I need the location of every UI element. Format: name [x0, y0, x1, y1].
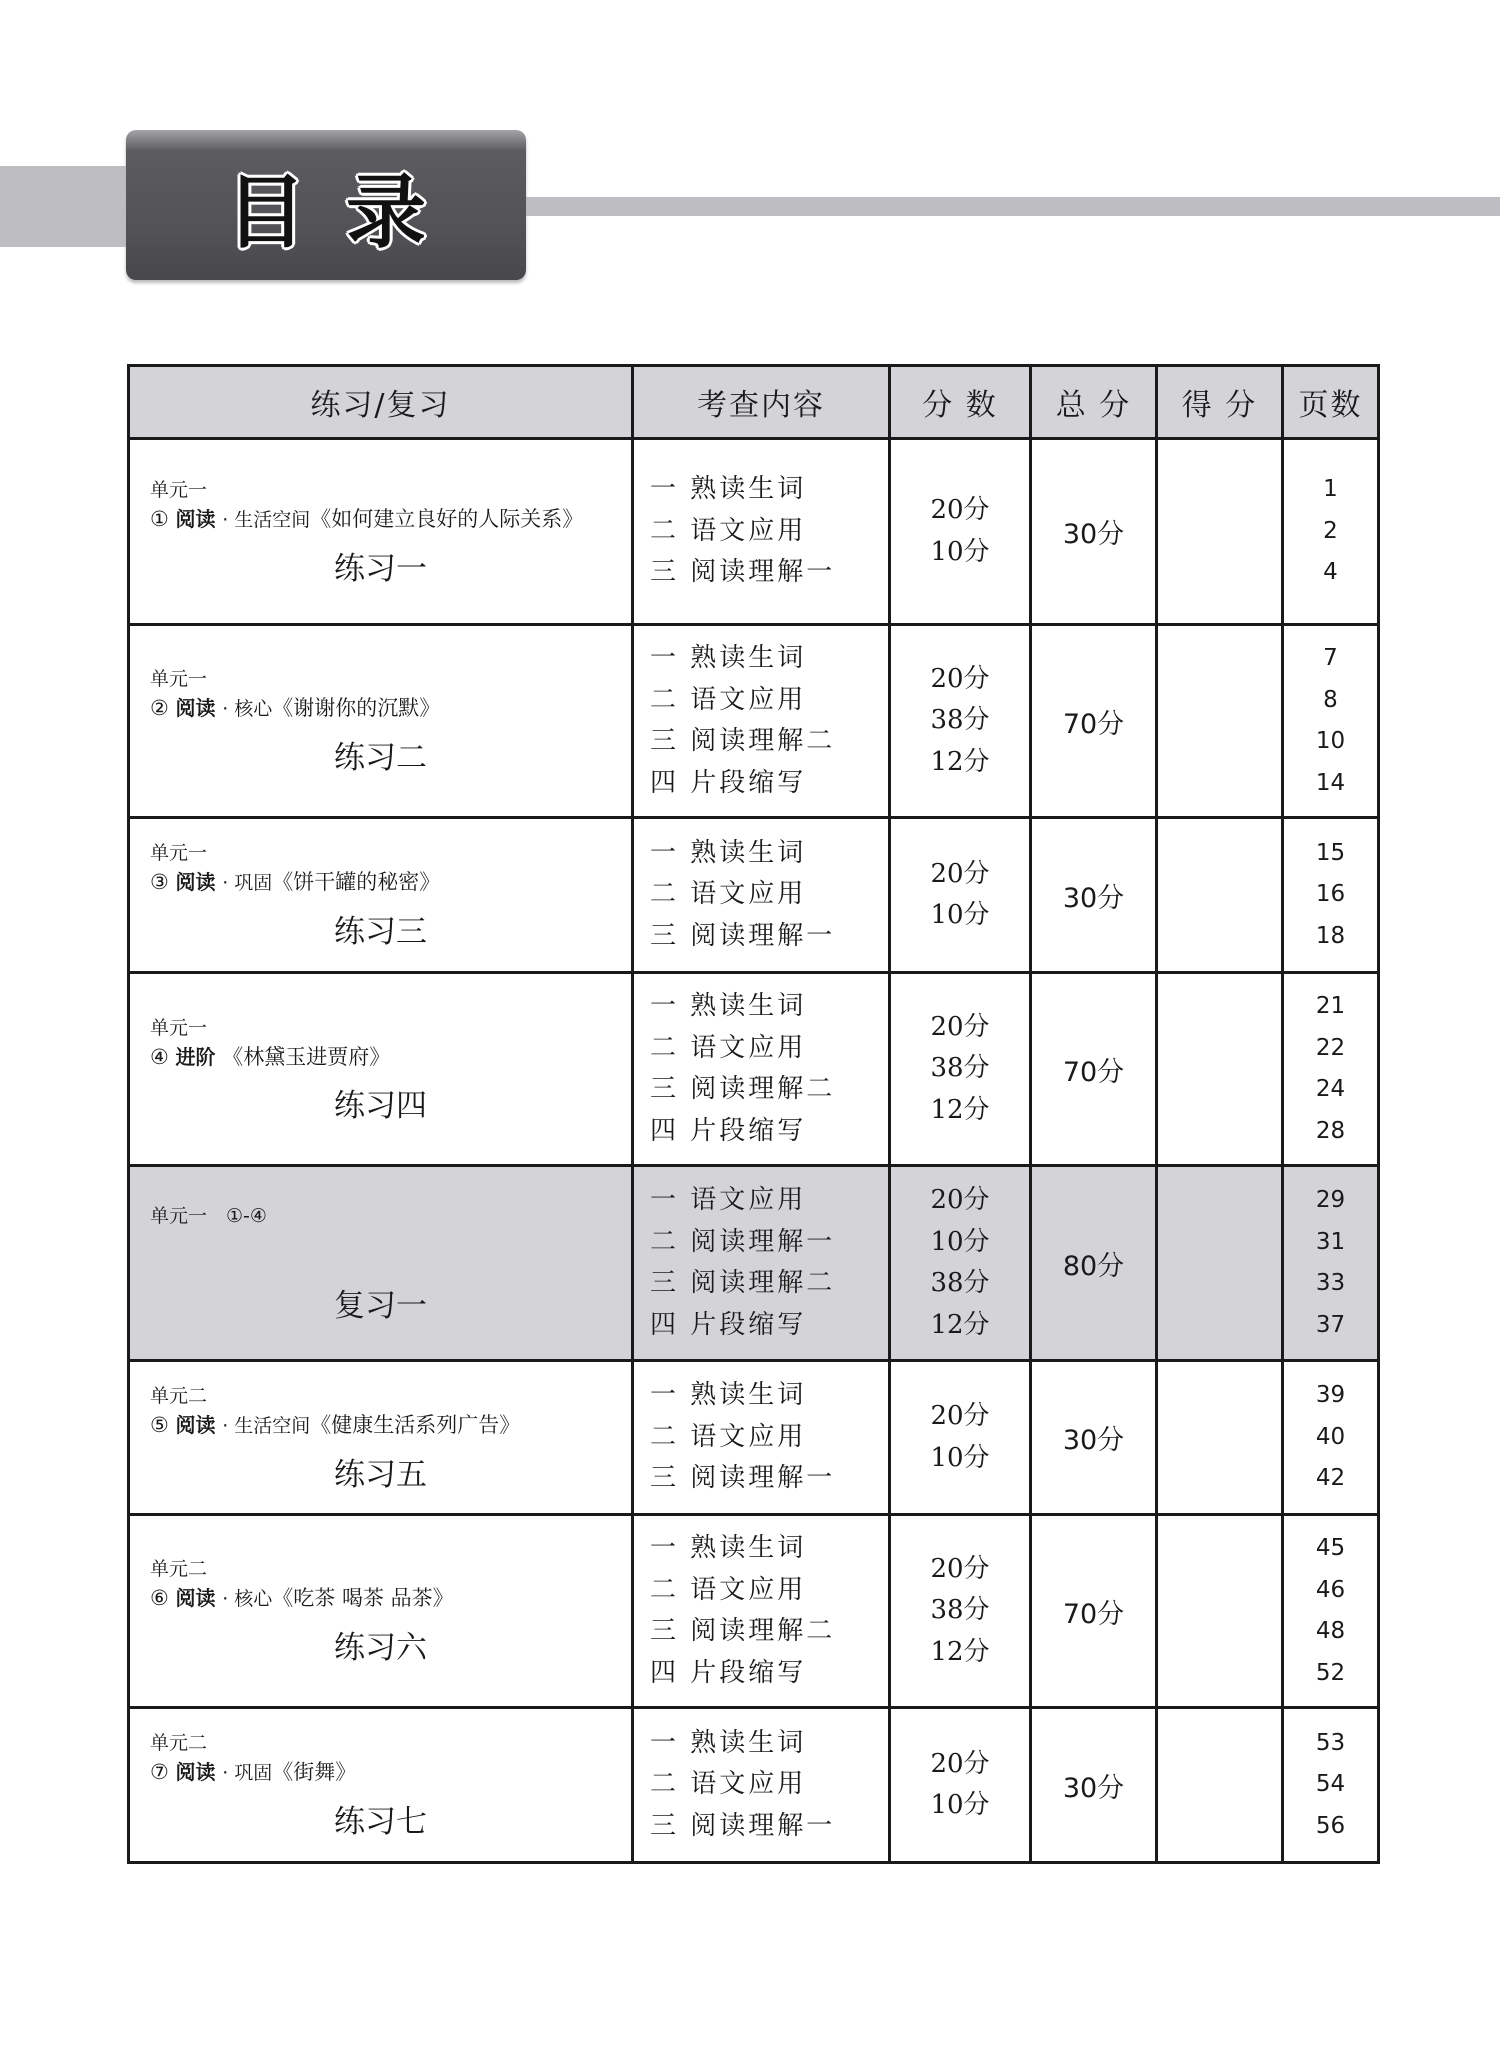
lesson-line: [150, 1410, 611, 1441]
score-item: 10分: [930, 900, 990, 930]
obtained-score: [1157, 439, 1283, 625]
score-item: 10分: [930, 536, 990, 567]
content-cell: [633, 439, 890, 625]
lesson-category: · 巩固: [222, 1762, 273, 1784]
total-score: 30分: [1031, 1708, 1157, 1863]
score-item: 12分: [930, 746, 990, 777]
content-cell-list: [650, 986, 888, 1152]
header-total: 总 分: [1031, 366, 1157, 439]
lesson-number: ⑦: [150, 1760, 169, 1784]
total-score: 30分: [1031, 439, 1157, 625]
table-row: [129, 1708, 1379, 1863]
lesson-title: 《健康生活系列广告》: [310, 1412, 521, 1437]
content-item: 三 阅读理解二: [650, 1268, 836, 1298]
content-item: 四 片段缩写: [650, 1309, 807, 1340]
pages-cell: [1283, 1166, 1379, 1361]
total-score: 70分: [1031, 973, 1157, 1166]
score-item: 10分: [930, 1226, 990, 1257]
score-cell: [890, 818, 1031, 973]
score-item: 10分: [930, 1790, 990, 1820]
content-item: 二 语文应用: [650, 1421, 807, 1452]
lesson-number: ⑥: [150, 1586, 169, 1610]
content-item: 二 语文应用: [650, 1574, 807, 1605]
total-score: 30分: [1031, 818, 1157, 973]
lesson-tag: 阅读: [175, 696, 216, 720]
lesson-tag: 阅读: [175, 1412, 216, 1437]
decorative-bar-right: [520, 197, 1500, 216]
lesson-line: [150, 693, 611, 724]
practice-cell: [129, 1515, 633, 1708]
score-cell-list: [891, 1744, 1029, 1827]
page-number: 10: [1315, 728, 1346, 754]
lesson-title: 《饼干罐的秘密》: [272, 870, 441, 894]
total-score: 80分: [1031, 1166, 1157, 1361]
score-item: 12分: [930, 1636, 990, 1667]
page-number: 40: [1315, 1423, 1346, 1450]
obtained-score: [1157, 1166, 1283, 1361]
unit-label: 单元一: [150, 1016, 208, 1039]
lesson-title: 《街舞》: [272, 1760, 357, 1784]
content-item: 一 熟读生词: [650, 991, 807, 1021]
content-cell-list: [650, 1528, 888, 1694]
decorative-bar-left: [0, 166, 130, 247]
table-row: [129, 439, 1379, 625]
lesson-title: 《如何建立良好的人际关系》: [310, 506, 584, 531]
pages-cell: [1283, 1708, 1379, 1863]
content-cell-list: [650, 469, 888, 594]
unit-label: 单元一 ①-④: [150, 1204, 267, 1227]
content-cell: [633, 973, 890, 1166]
page-number: 24: [1315, 1076, 1346, 1102]
pages-cell: [1283, 439, 1379, 625]
score-item: 20分: [930, 663, 990, 694]
content-cell-list: [650, 1723, 888, 1848]
total-score: 30分: [1031, 1361, 1157, 1515]
table-row: [129, 1361, 1379, 1515]
score-item: 10分: [930, 1442, 990, 1473]
table-row: [129, 1515, 1379, 1708]
pages-cell: [1283, 973, 1379, 1166]
unit-label: 单元二: [150, 1732, 208, 1754]
score-cell: [890, 439, 1031, 625]
table-row: [129, 818, 1379, 973]
score-cell: [890, 1515, 1031, 1708]
score-item: 38分: [930, 1268, 990, 1298]
page-number: 31: [1315, 1228, 1346, 1255]
pages-cell-list: [1284, 1375, 1377, 1500]
unit-label: 单元一: [150, 842, 208, 864]
pages-cell: [1283, 818, 1379, 973]
unit-label: 单元二: [150, 1558, 208, 1580]
unit-label: 单元二: [150, 1384, 208, 1407]
page-number: 1: [1323, 476, 1338, 503]
lesson-number: ④: [150, 1044, 169, 1069]
content-cell: [633, 1515, 890, 1708]
lesson-number: ③: [150, 870, 169, 894]
content-item: 三 阅读理解一: [650, 1810, 836, 1841]
content-item: 四 片段缩写: [650, 767, 807, 798]
score-cell-list: [891, 490, 1029, 573]
header-practice: 练习/复习: [129, 366, 633, 439]
lesson-line: [150, 1757, 611, 1788]
content-cell-list: [650, 1375, 888, 1500]
exercise-title: 练习六: [334, 1630, 427, 1666]
practice-cell: [129, 818, 633, 973]
score-cell-list: [891, 1180, 1029, 1346]
content-item: 二 语文应用: [650, 1769, 807, 1800]
lesson-tag: 阅读: [175, 870, 216, 894]
score-item: 20分: [930, 858, 990, 889]
header-content: 考查内容: [633, 366, 890, 439]
practice-cell: [129, 625, 633, 818]
lesson-line: [150, 867, 611, 898]
page-number: 28: [1315, 1117, 1346, 1144]
content-cell: [633, 1708, 890, 1863]
exercise-title: 练习一: [334, 550, 427, 587]
page-number: 8: [1323, 686, 1338, 713]
lesson-tag: 阅读: [175, 506, 216, 531]
score-cell: [890, 973, 1031, 1166]
pages-cell-list: [1284, 638, 1377, 804]
exercise-title: 练习七: [334, 1804, 427, 1840]
page-number: 46: [1315, 1576, 1346, 1603]
content-item: 二 语文应用: [650, 879, 807, 910]
pages-cell-list: [1284, 986, 1377, 1152]
score-cell-list: [891, 659, 1029, 784]
content-item: 三 阅读理解二: [650, 1616, 836, 1646]
pages-cell-list: [1284, 833, 1377, 958]
score-cell-list: [891, 1007, 1029, 1132]
lesson-line: [150, 1583, 611, 1614]
score-cell: [890, 1708, 1031, 1863]
lesson-category: · 生活空间: [222, 508, 311, 531]
header-obtained: 得 分: [1157, 366, 1283, 439]
header-pages: 页数: [1283, 366, 1379, 439]
score-cell-list: [891, 1396, 1029, 1479]
content-item: 二 语文应用: [650, 1032, 807, 1063]
score-cell: [890, 1361, 1031, 1515]
lesson-number: ①: [150, 506, 169, 531]
content-item: 一 熟读生词: [650, 837, 807, 868]
content-item: 一 熟读生词: [650, 1727, 807, 1758]
page-number: 52: [1315, 1659, 1346, 1686]
total-score: 70分: [1031, 1515, 1157, 1708]
content-cell: [633, 625, 890, 818]
table-row: [129, 625, 1379, 818]
practice-cell: [129, 973, 633, 1166]
pages-cell-list: [1284, 1180, 1377, 1346]
content-item: 三 阅读理解一: [650, 920, 836, 951]
pages-cell: [1283, 625, 1379, 818]
page-number: 56: [1315, 1812, 1346, 1839]
content-cell: [633, 1166, 890, 1361]
page-number: 15: [1315, 839, 1346, 866]
obtained-score: [1157, 1361, 1283, 1515]
page-number: 37: [1315, 1311, 1346, 1338]
page-number: 7: [1323, 645, 1338, 671]
table-header-row: [129, 366, 1379, 439]
exercise-title: 复习一: [334, 1287, 427, 1324]
pages-cell-list: [1284, 1528, 1377, 1694]
title-tab: [126, 130, 526, 280]
lesson-category: · 生活空间: [222, 1414, 311, 1437]
practice-cell: [129, 439, 633, 625]
practice-cell: [129, 1708, 633, 1863]
page-number: 54: [1315, 1771, 1346, 1798]
unit-label: 单元一: [150, 478, 208, 501]
score-cell-list: [891, 1549, 1029, 1674]
content-cell-list: [650, 638, 888, 804]
content-cell: [633, 1361, 890, 1515]
score-cell: [890, 625, 1031, 818]
score-item: 20分: [930, 1748, 990, 1779]
page-number: 33: [1315, 1270, 1346, 1296]
lesson-title: 《谢谢你的沉默》: [272, 696, 441, 720]
exercise-title: 练习四: [334, 1087, 427, 1124]
content-cell-list: [650, 1180, 888, 1346]
content-item: 一 语文应用: [650, 1185, 807, 1215]
lesson-category: · 巩固: [222, 872, 273, 894]
page-title: 目录: [226, 165, 466, 259]
page-number: 18: [1315, 922, 1346, 949]
total-score: 70分: [1031, 625, 1157, 818]
lesson-number: ②: [150, 696, 169, 720]
lesson-tag: 阅读: [175, 1760, 216, 1784]
content-item: 二 阅读理解一: [650, 1226, 836, 1257]
score-item: 20分: [930, 1011, 990, 1042]
pages-cell-list: [1284, 469, 1377, 594]
content-item: 二 语文应用: [650, 515, 807, 546]
table-row: [129, 1166, 1379, 1361]
pages-cell-list: [1284, 1723, 1377, 1848]
score-item: 12分: [930, 1094, 990, 1125]
page-number: 39: [1315, 1382, 1346, 1409]
content-cell: [633, 818, 890, 973]
lesson-line: [150, 1042, 611, 1072]
lesson-number: ⑤: [150, 1412, 169, 1437]
exercise-title: 练习二: [334, 740, 427, 776]
unit-label: 单元一: [150, 668, 208, 690]
page-number: 53: [1315, 1729, 1346, 1756]
pages-cell: [1283, 1515, 1379, 1708]
score-item: 20分: [930, 1401, 990, 1431]
content-item: 一 熟读生词: [650, 1533, 807, 1563]
lesson-category: · 核心: [222, 1588, 273, 1610]
page-number: 21: [1315, 993, 1346, 1019]
page-number: 22: [1315, 1034, 1346, 1061]
content-item: 四 片段缩写: [650, 1115, 807, 1146]
header-score: 分 数: [890, 366, 1031, 439]
page-number: 42: [1315, 1465, 1346, 1492]
content-item: 三 阅读理解一: [650, 1463, 836, 1494]
pages-cell: [1283, 1361, 1379, 1515]
lesson-title: 《林黛玉进贾府》: [222, 1044, 391, 1069]
score-item: 20分: [930, 1553, 990, 1584]
lesson-tag: 进阶: [175, 1044, 216, 1069]
practice-cell: [129, 1361, 633, 1515]
lesson-tag: 阅读: [175, 1586, 216, 1610]
score-item: 38分: [930, 1053, 990, 1084]
page-number: 16: [1315, 881, 1346, 908]
content-item: 三 阅读理解二: [650, 1074, 836, 1104]
content-item: 三 阅读理解一: [650, 557, 836, 588]
score-item: 12分: [930, 1309, 990, 1340]
content-item: 一 熟读生词: [650, 1380, 807, 1411]
exercise-title: 练习五: [334, 1456, 427, 1493]
lesson-title: 《吃茶 喝茶 品茶》: [272, 1586, 454, 1610]
obtained-score: [1157, 973, 1283, 1166]
page-number: 48: [1315, 1618, 1346, 1644]
obtained-score: [1157, 1708, 1283, 1863]
lesson-category: · 核心: [222, 698, 273, 720]
score-cell: [890, 1166, 1031, 1361]
page-number: 14: [1315, 769, 1346, 796]
practice-cell: [129, 1166, 633, 1361]
exercise-title: 练习三: [334, 914, 427, 950]
page-number: 4: [1323, 559, 1338, 586]
content-item: 三 阅读理解二: [650, 726, 836, 756]
content-cell-list: [650, 833, 888, 958]
score-cell-list: [891, 854, 1029, 937]
lesson-line: [150, 504, 611, 535]
page-number: 45: [1315, 1535, 1346, 1561]
contents-table: [127, 364, 1380, 1864]
page-number: 2: [1323, 517, 1338, 544]
score-item: 38分: [930, 705, 990, 736]
content-item: 二 语文应用: [650, 684, 807, 715]
obtained-score: [1157, 1515, 1283, 1708]
content-item: 一 熟读生词: [650, 474, 807, 505]
page-number: 29: [1315, 1187, 1346, 1213]
obtained-score: [1157, 625, 1283, 818]
table-row: [129, 973, 1379, 1166]
score-item: 20分: [930, 1185, 990, 1215]
content-item: 一 熟读生词: [650, 643, 807, 673]
score-item: 38分: [930, 1595, 990, 1626]
obtained-score: [1157, 818, 1283, 973]
content-item: 四 片段缩写: [650, 1657, 807, 1688]
score-item: 20分: [930, 495, 990, 525]
